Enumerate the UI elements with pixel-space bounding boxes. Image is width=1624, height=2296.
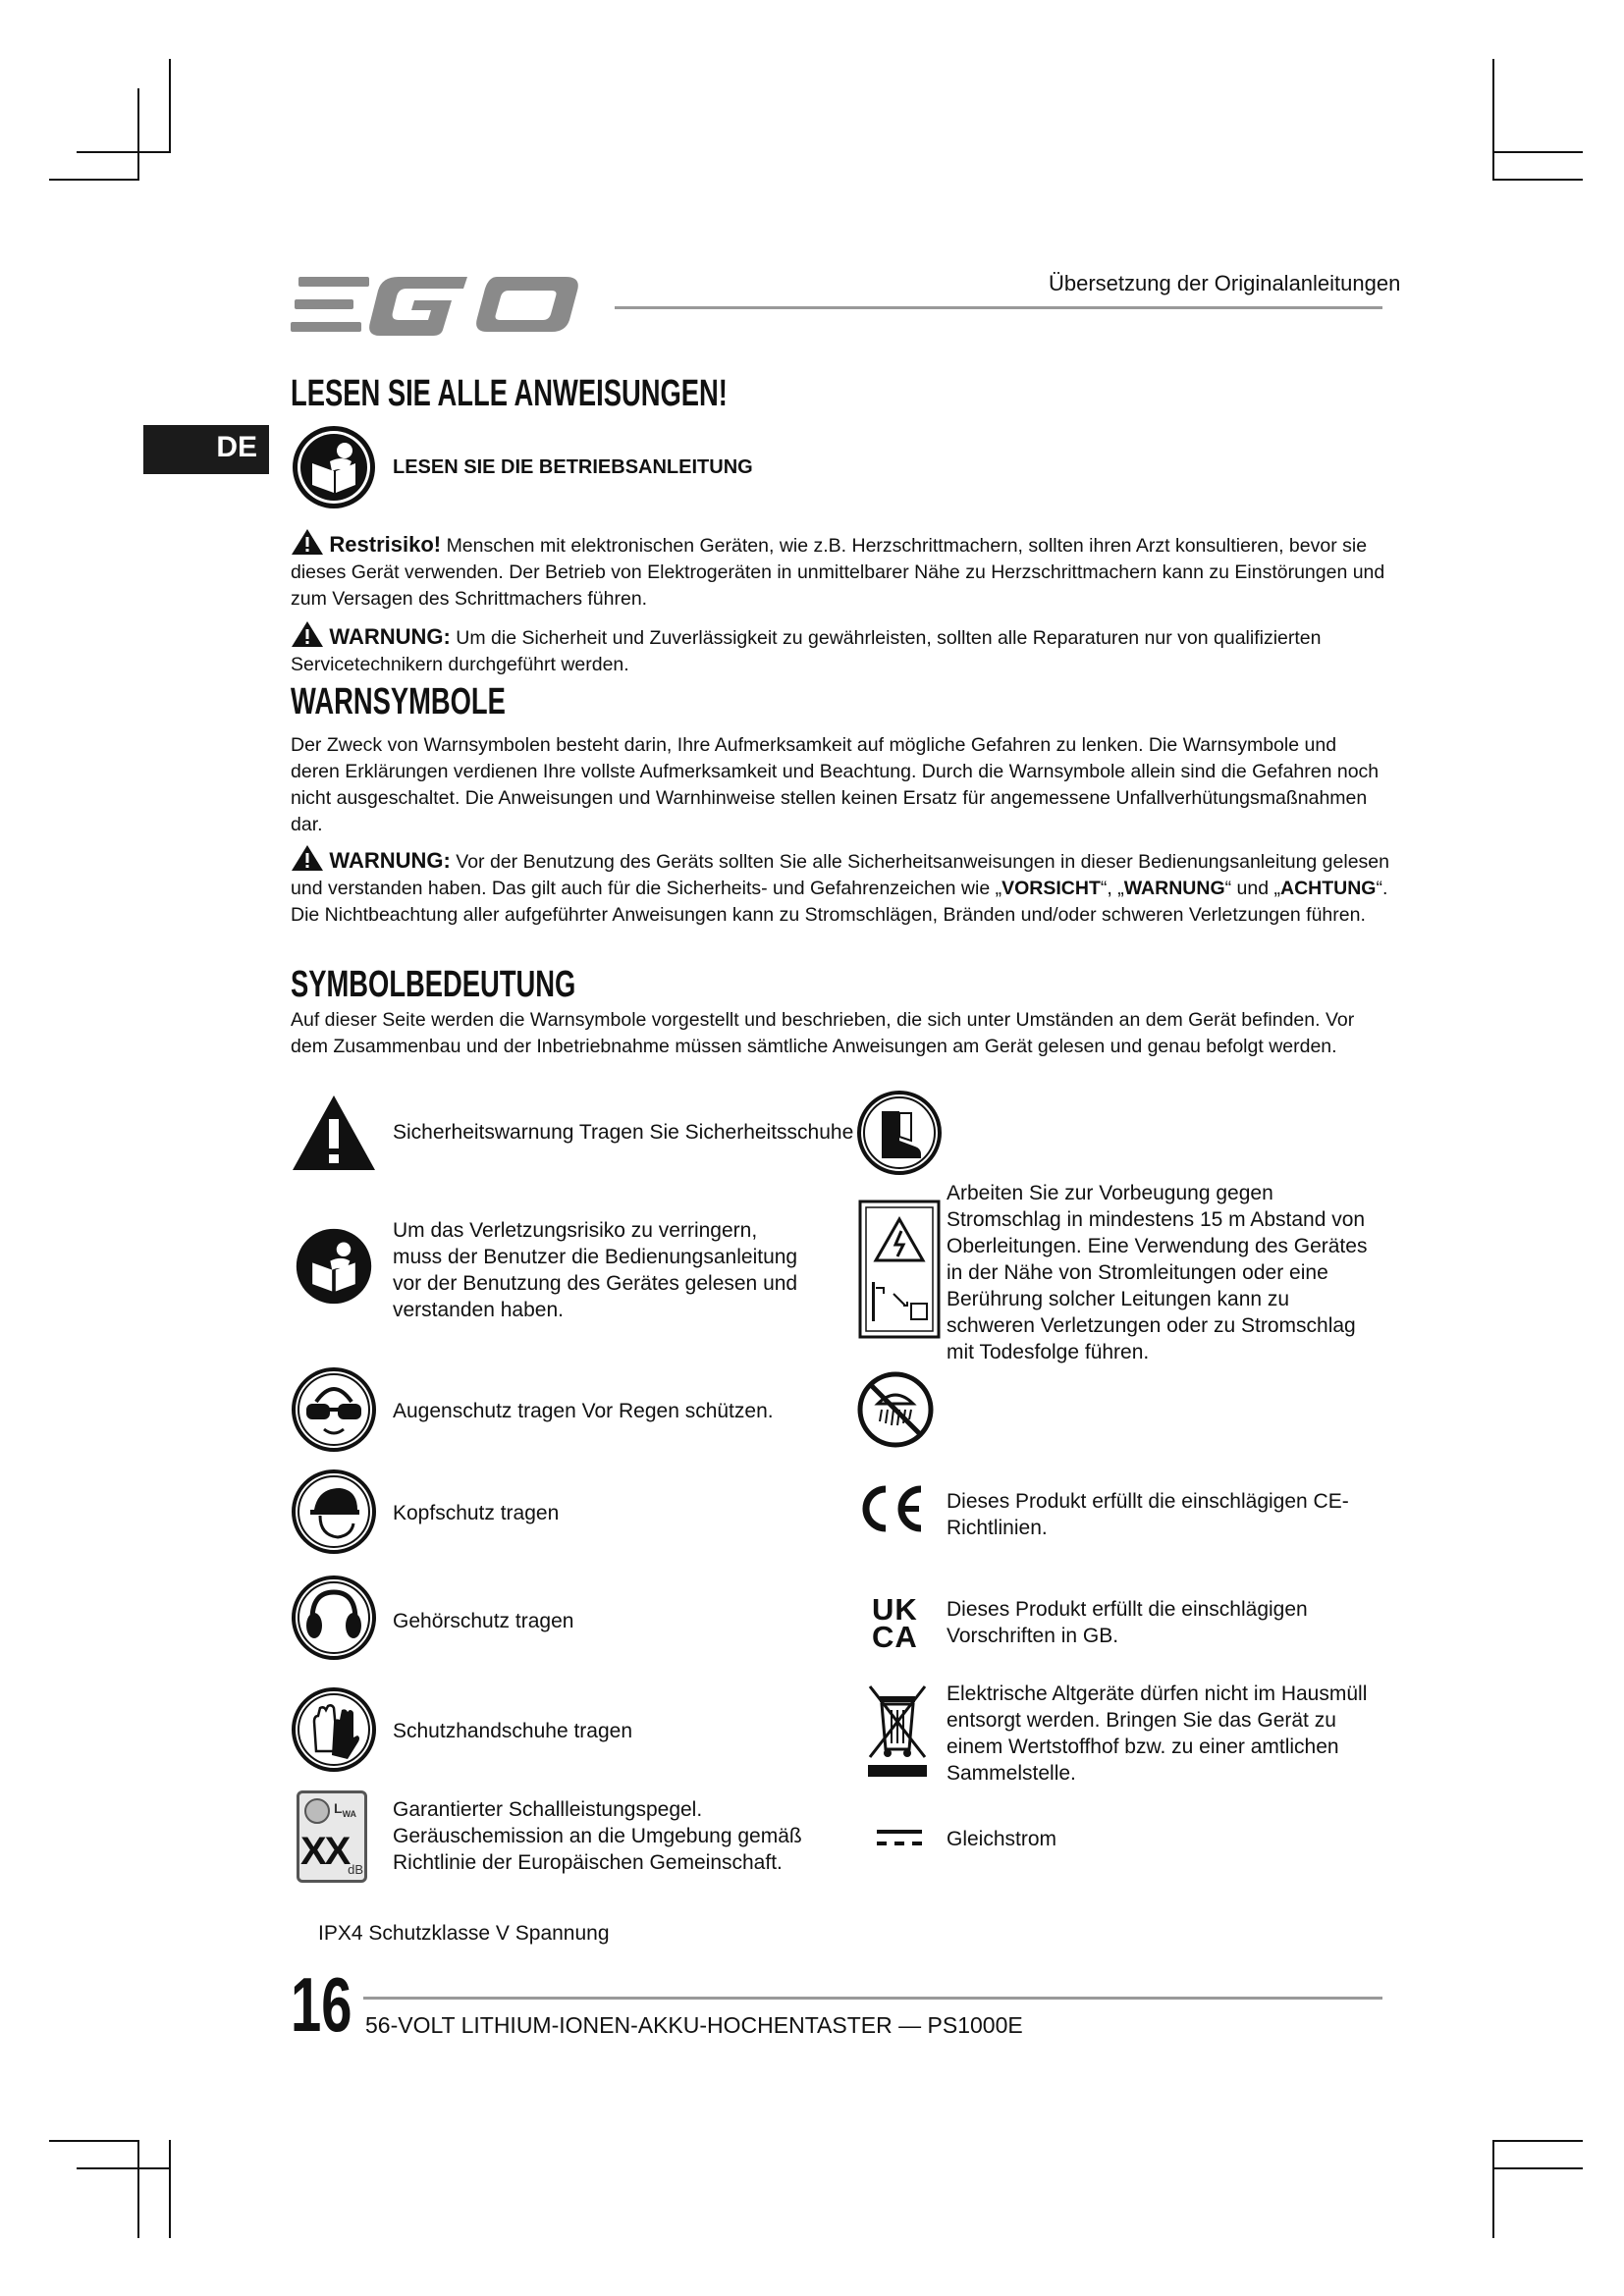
warnung-label: WARNUNG: [329,624,451,649]
warning-small-icon [291,620,324,646]
restrisiko-label: Restrisiko! [329,532,442,557]
header-subtitle: Übersetzung der Originalanleitungen [1049,271,1401,295]
warnung-paragraph-1 [291,620,1390,678]
symbol-text: Dieses Produkt erfüllt die einschlägigen Vorschriften in GB. [947,1598,1308,1647]
read-manual-icon [291,424,377,510]
symbol-text: Gehörschutz tragen [393,1610,574,1632]
symbol-text: Um das Verletzungsrisiko zu verringern, muss der Benutzer die Bedienungsanleitung vor der Benutzung des Gerätes gelesen und verstanden haben. [393,1219,798,1321]
symbol-text: Elektrische Altgeräte dürfen nicht im Hausmüll entsorgt werden. Bringen Sie das Gerät zu einem Wertstoffhof bzw. zu einer amtlichen Sammelstelle. [947,1682,1368,1785]
symbolbedeutung-paragraph: Auf dieser Seite werden die Warnsymbole vorgestellt und beschrieben, die sich unter Umständen an dem Gerät befinden. Vor dem Zusammenbau und der Inbetriebnahme müssen sämtliche Anweisungen am Gerät gelesen und genau befolgt werden. [291,1009,1355,1057]
restrisiko-paragraph [291,528,1390,613]
power-line-distance-icon [858,1200,941,1339]
warnung-word: WARNUNG [1123,878,1225,899]
restrisiko-text: Menschen mit elektronischen Geräten, wie z.B. Herzschrittmachern, sollten ihren Arzt konsultieren, bevor sie dieses Gerät verwenden. Der Betrieb von Elektrogeräten in unmittelbarer Nähe zu Herzschrittmachern kann zu Einstörungen und zum Versagen des Schrittmachers führen. [291,535,1385,610]
ukca-bottom: CA [872,1620,918,1654]
ego-logo [291,273,585,336]
warnsymbole-paragraph: Der Zweck von Warnsymbolen besteht darin, Ihre Aufmerksamkeit auf mögliche Gefahren zu lenken. Die Warnsymbole und deren Erklärungen verdienen Ihre vollste Aufmerksamkeit und Beachtung. Durch die Warnsymbole allein sind die Gefahren noch nicht ausgeschaltet. Die Anweisungen und Warnhinweise stellen keinen Ersatz für angemessene Unfallverhütungsmaßnahmen dar. [291,734,1380,835]
eye-protection-icon [291,1366,377,1453]
read-manual-label: LESEN SIE DIE BETRIEBSANLEITUNG [393,456,753,478]
vorsicht-word: VORSICHT [1001,878,1101,899]
header-rule [615,306,1382,309]
ce-mark-icon [856,1484,927,1533]
page-title: LESEN SIE ALLE ANWEISUNGEN! [291,373,728,414]
direct-current-icon [877,1830,922,1849]
language-tab [143,425,269,474]
sep-1: “, „ [1100,878,1124,899]
ukca-top: UK [872,1592,918,1627]
warnung-text-a: Vor der Benutzung des Geräts sollten Sie alle Sicherheitsanweisungen in dieser Bedienungsanleitung gelesen und verstanden haben. Das gilt auch für die Sicherheits- und Gefahrenzeichen wie „ [291,851,1389,899]
symbol-text: Gleichstrom [947,1828,1057,1850]
warnung-text: Um die Sicherheit und Zuverlässigkeit zu gewährleisten, sollten alle Reparaturen nur von qualifizierten Servicetechnikern durchgeführt werden. [291,627,1322,675]
symbol-text: Augenschutz tragen Vor Regen schützen. [393,1400,774,1422]
language-tab-label: DE [216,431,257,463]
sound-power-badge: XX [300,1830,350,1873]
section-title-warnsymbole: WARNSYMBOLE [291,681,506,722]
warning-small-icon [291,528,324,554]
symbol-text: Schutzhandschuhe tragen [393,1720,633,1742]
safety-boots-icon [856,1090,943,1176]
ear-protection-icon [291,1575,377,1661]
symbol-text: Arbeiten Sie zur Vorbeugung gegen Stromschlag in mindestens 15 m Abstand von Oberleitungen. Eine Verwendung des Gerätes in der Nähe von Stromleitungen oder eine Berührung solcher Leitungen kann zu schweren Verletzungen oder zu Stromschlag mit Todesfolge führen. [947,1182,1368,1363]
page-number: 16 [291,1961,352,2048]
footer-rule [363,1997,1382,2000]
weee-bin-icon [864,1682,931,1779]
warning-small-icon [291,844,324,870]
achtung-word: ACHTUNG [1279,878,1377,899]
no-rain-icon [856,1370,935,1449]
symbol-text: Sicherheitswarnung Tragen Sie Sicherheitsschuhe [393,1121,854,1144]
warnung-paragraph-2 [291,844,1390,929]
warnung-label: WARNUNG: [329,848,451,873]
read-manual-icon [295,1227,373,1306]
section-title-symbolbedeutung: SYMBOLBEDEUTUNG [291,964,576,1005]
symbol-text: Dieses Produkt erfüllt die einschlägigen CE-Richtlinien. [947,1490,1349,1539]
sound-power-icon: $L_{WA}$ XX dB [297,1790,367,1883]
symbol-text: Garantierter Schallleistungspegel. Geräuschemission an die Umgebung gemäß Richtlinie der Europäischen Gemeinschaft. [393,1798,802,1874]
ukca-mark-icon [872,1592,921,1655]
footer-product: 56-VOLT LITHIUM-IONEN-AKKU-HOCHENTASTER — PS1000E [365,2012,1023,2038]
footer-note: IPX4 Schutzklasse V Spannung [318,1922,610,1945]
warning-triangle-icon [291,1090,377,1176]
symbol-text: Kopfschutz tragen [393,1502,560,1524]
warnung-text-b: “. Die Nichtbeachtung aller aufgeführter Anweisungen kann zu Stromschlägen, Bränden und/oder schweren Verletzungen führen. [291,878,1388,926]
sep-2: “ und „ [1224,878,1280,899]
head-protection-icon [291,1468,377,1555]
gloves-icon [291,1686,377,1773]
